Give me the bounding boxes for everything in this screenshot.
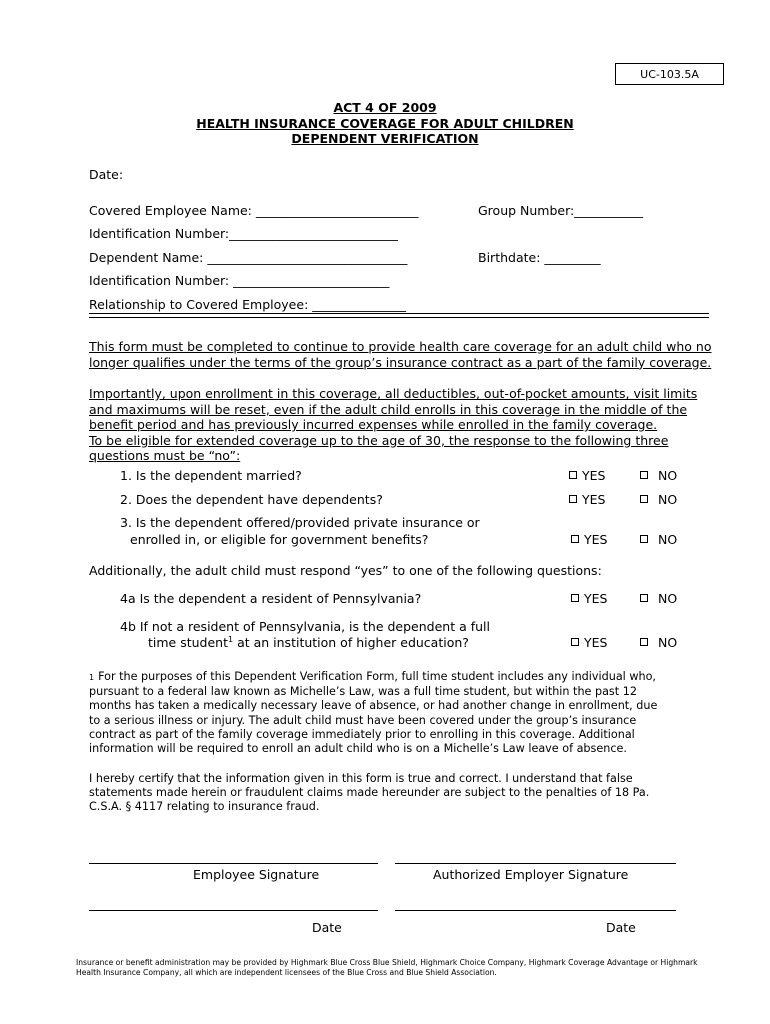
certify-line: statements made herein or fraudulent claims made hereunder are subject to the penalties of 18 Pa. (89, 786, 650, 800)
q2-yes-option[interactable] (569, 492, 605, 507)
yes-label: YES (584, 635, 608, 650)
no-label: NO (658, 635, 678, 650)
question-3-line1: 3. Is the dependent offered/provided private insurance or (120, 515, 480, 530)
footnote-ref: 1 (228, 635, 234, 644)
employer-signature-line[interactable] (395, 863, 676, 864)
no-label: NO (658, 492, 678, 507)
date-field[interactable]: Date: (89, 167, 124, 182)
footnote (89, 670, 719, 756)
footnote-line: pursuant to a federal law known as Michelle’s Law, was a full time student, but within the past 12 (89, 685, 637, 699)
birthdate-field[interactable]: Birthdate: _________ (478, 250, 601, 265)
intro-line: and maximums will be reset, even if the adult child enrolls in this coverage in the middle of the (89, 401, 688, 417)
employer-date-label: Date (606, 920, 636, 935)
footnote-text: For the purposes of this Dependent Verification Form, full time student includes any individual who, (98, 670, 656, 683)
relationship-field[interactable]: Relationship to Covered Employee: _______________ (89, 297, 406, 312)
employer-signature-label: Authorized Employer Signature (433, 867, 629, 882)
intro-line: Importantly, upon enrollment in this coverage, all deductibles, out-of-pocket amounts, visit limits (89, 386, 698, 401)
footnote-line: contract as part of the family coverage immediately prior to enrolling in this coverage. Additional (89, 727, 635, 741)
additional-instructions: Additionally, the adult child must respond “yes” to one of the following questions: (89, 563, 602, 578)
footer-disclaimer (76, 958, 716, 978)
intro-line: To be eligible for extended coverage up to the age of 30, the response to the following three (89, 432, 669, 448)
checkbox-icon[interactable] (640, 535, 648, 543)
checkbox-icon[interactable] (640, 594, 648, 602)
employee-signature-line[interactable] (89, 863, 378, 864)
intro-paragraph-1 (89, 339, 729, 370)
certify-line: C.S.A. § 4117 relating to insurance fraud. (89, 800, 320, 814)
checkbox-icon[interactable] (571, 638, 579, 646)
yes-label: YES (584, 591, 608, 606)
checkbox-icon[interactable] (569, 471, 577, 479)
no-label: NO (658, 532, 678, 547)
employer-date-line[interactable] (395, 910, 676, 911)
question-4b-line2 (148, 635, 469, 650)
yes-label: YES (582, 492, 606, 507)
employee-signature-label: Employee Signature (193, 867, 320, 882)
title-act: ACT 4 OF 2009 (333, 100, 437, 115)
checkbox-icon[interactable] (640, 471, 648, 479)
checkbox-icon[interactable] (640, 495, 648, 503)
divider-1 (89, 313, 709, 314)
divider-2 (89, 317, 709, 318)
footnote-line (89, 670, 719, 685)
q1-yes-option[interactable] (569, 468, 605, 483)
intro-paragraph-2 (89, 386, 729, 464)
title-sub: DEPENDENT VERIFICATION (291, 131, 479, 146)
footnote-marker: 1 (89, 673, 95, 682)
q4b-yes-option[interactable] (571, 635, 607, 650)
q3-yes-option[interactable] (571, 532, 607, 547)
q2-no-option[interactable] (640, 492, 677, 507)
footnote-line: to a serious illness or injury. The adult child must have been covered under the group’s insurance (89, 713, 637, 727)
employee-date-line[interactable] (89, 910, 378, 911)
employee-name-field[interactable]: Covered Employee Name: __________________________ (89, 203, 419, 218)
question-3-line2: enrolled in, or eligible for government benefits? (130, 532, 429, 547)
form-code-box (615, 63, 724, 85)
intro-line: This form must be completed to continue to provide health care coverage for an adult child who no (89, 339, 712, 354)
q4b-no-option[interactable] (640, 635, 677, 650)
footnote-line: information will be required to enroll an adult child who is on a Michelle’s Law leave of absence. (89, 742, 627, 756)
q1-no-option[interactable] (640, 468, 677, 483)
form-code: UC-103.5A (640, 67, 699, 81)
question-2: 2. Does the dependent have dependents? (120, 492, 383, 507)
intro-line: benefit period and has previously incurred expenses while enrolled in the family coverage. (89, 417, 658, 432)
certification (89, 772, 719, 815)
question-4b-line1: 4b If not a resident of Pennsylvania, is the dependent a full (120, 619, 490, 634)
question-4a: 4a Is the dependent a resident of Pennsylvania? (120, 591, 422, 606)
intro-line: questions must be “no”: (89, 448, 241, 463)
footer-line: Health Insurance Company, all which are independent licensees of the Blue Cross and Blue Shield Association. (76, 968, 497, 977)
q4a-no-option[interactable] (640, 591, 677, 606)
dependent-name-field[interactable]: Dependent Name: ________________________________ (89, 250, 408, 265)
group-number-field[interactable]: Group Number:___________ (478, 203, 643, 218)
q4a-yes-option[interactable] (571, 591, 607, 606)
checkbox-icon[interactable] (571, 594, 579, 602)
q3-no-option[interactable] (640, 532, 677, 547)
checkbox-icon[interactable] (569, 495, 577, 503)
intro-line: longer qualifies under the terms of the group’s insurance contract as a part of the family coverage. (89, 354, 712, 370)
no-label: NO (658, 591, 678, 606)
q4b-text: time student (148, 635, 228, 651)
question-1: 1. Is the dependent married? (120, 468, 302, 483)
employee-id-field[interactable]: Identification Number:___________________________ (89, 226, 398, 241)
q4b-text-rest: at an institution of higher education? (233, 635, 469, 651)
title-main: HEALTH INSURANCE COVERAGE FOR ADULT CHILDREN (196, 116, 574, 131)
checkbox-icon[interactable] (640, 638, 648, 646)
footer-line: Insurance or benefit administration may be provided by Highmark Blue Cross Blue Shield, Highmark Choice Company, Highmark Coverage Advantage or Highmark (76, 958, 698, 967)
yes-label: YES (582, 468, 606, 483)
certify-line: I hereby certify that the information given in this form is true and correct. I understand that false (89, 772, 633, 785)
yes-label: YES (584, 532, 608, 547)
no-label: NO (658, 468, 678, 483)
dependent-id-field[interactable]: Identification Number: _________________________ (89, 273, 390, 288)
footnote-line: months has taken a medically necessary leave of absence, or had another change in enrollment, due (89, 699, 658, 713)
employee-date-label: Date (312, 920, 342, 935)
checkbox-icon[interactable] (571, 535, 579, 543)
